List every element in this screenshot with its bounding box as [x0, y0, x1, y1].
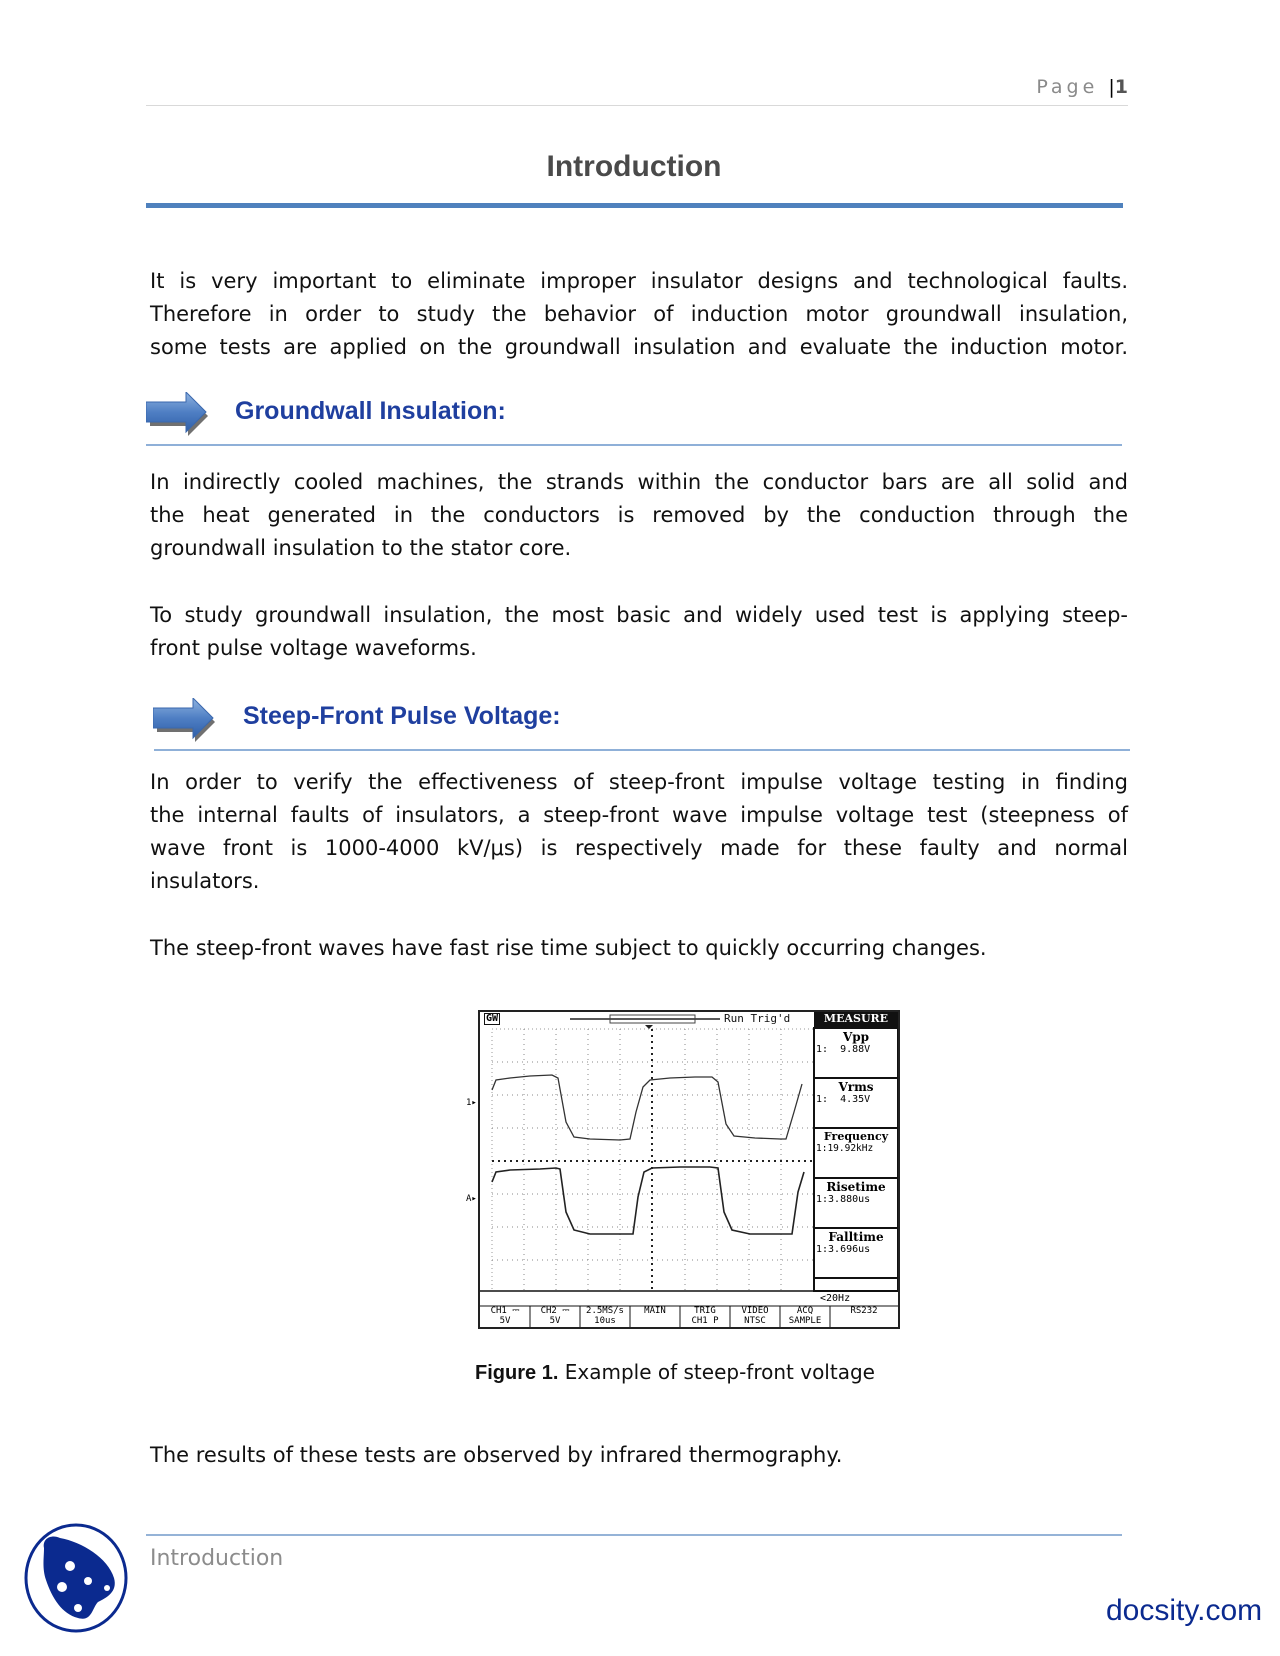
- measurement-name: Falltime: [828, 1230, 884, 1244]
- page-number-header: [1000, 76, 1128, 98]
- status-cell-ch2: [530, 1306, 580, 1327]
- status-cell-rs232: [830, 1306, 898, 1327]
- measurement-value: 1:19.92kHz: [816, 1143, 874, 1154]
- page-title: Introduction: [546, 150, 722, 183]
- closing-paragraph: The results of these tests are observed by infrared thermography.: [150, 1443, 843, 1467]
- measurement-falltime: [816, 1230, 896, 1280]
- footer-divider: [146, 1534, 1122, 1536]
- measurement-frequency: [816, 1130, 896, 1180]
- ch1-marker: 1▸: [466, 1098, 477, 1108]
- text-line: insulators.: [150, 869, 260, 893]
- page-separator: |: [1108, 76, 1115, 98]
- text-line: The steep-front waves have fast rise time subject to quickly occurring changes.: [150, 936, 987, 960]
- section-divider: [146, 444, 1122, 446]
- status-top: ACQ: [796, 1306, 814, 1316]
- status-top: RS232: [850, 1306, 878, 1316]
- measure-menu-title: MEASURE: [823, 1012, 889, 1025]
- section-paragraph: [150, 932, 1128, 965]
- text-line: It is very important to eliminate improper insulator designs and technological faults.: [150, 269, 1128, 293]
- header-divider: [146, 105, 1128, 106]
- text-line: front pulse voltage waveforms.: [150, 636, 477, 660]
- status-top: VIDEO: [741, 1306, 769, 1316]
- measurement-vrms: [816, 1080, 896, 1130]
- measurement-list: [816, 1030, 896, 1280]
- figure-caption: [440, 1360, 910, 1385]
- status-cell-trig: [680, 1306, 730, 1327]
- scope-status-bar: [480, 1306, 898, 1327]
- status-cell-ch1: [480, 1306, 530, 1327]
- scope-status: Run Trig'd: [724, 1012, 791, 1025]
- measurement-name: Frequency: [823, 1130, 889, 1143]
- text-line: In indirectly cooled machines, the strands within the conductor bars are all solid and: [150, 470, 1128, 494]
- cha-marker: A▸: [466, 1194, 477, 1204]
- status-cell-acq: [780, 1306, 830, 1327]
- measurement-name: Risetime: [826, 1180, 886, 1194]
- arrow-right-icon: [146, 392, 210, 436]
- measurement-name: Vpp: [842, 1030, 870, 1044]
- docsity-logo-icon: [22, 1518, 132, 1638]
- status-top: 2.5MS/s: [586, 1306, 624, 1316]
- docsity-brand-link[interactable]: docsity.com: [1106, 1594, 1263, 1627]
- status-bottom: 10us: [594, 1316, 616, 1326]
- arrow-right-icon: [153, 698, 217, 742]
- status-bottom: SAMPLE: [788, 1316, 822, 1326]
- status-bottom: CH1 P: [691, 1316, 719, 1326]
- freq-note: <20Hz: [820, 1293, 851, 1304]
- section-paragraph: [150, 766, 1128, 898]
- status-bottom: NTSC: [744, 1316, 766, 1326]
- measurement-risetime: [816, 1180, 896, 1230]
- text-line: some tests are applied on the groundwall insulation and evaluate the induction motor.: [150, 335, 1128, 359]
- measurement-vpp: [816, 1030, 896, 1080]
- section-paragraph: [150, 599, 1128, 665]
- text-line: the internal faults of insulators, a steep-front wave impulse voltage test (steepness of: [150, 803, 1128, 827]
- page-number: 1: [1114, 76, 1128, 98]
- page-label: Page: [1036, 76, 1099, 98]
- scope-brand: GW: [486, 1013, 499, 1024]
- status-cell-video: [730, 1306, 780, 1327]
- status-top: CH2 ⎓: [540, 1306, 570, 1316]
- text-line: In order to verify the effectiveness of steep-front impulse voltage testing in finding: [150, 770, 1128, 794]
- status-cell-main: [630, 1306, 680, 1327]
- status-cell-timebase: [580, 1306, 630, 1327]
- intro-paragraph: [150, 265, 1128, 364]
- title-underline: [146, 203, 1123, 208]
- caption-label: Figure 1.: [475, 1362, 559, 1384]
- measurement-value: 1:3.696us: [816, 1244, 871, 1255]
- oscilloscope-screenshot: [466, 1010, 900, 1329]
- footer-section-name: Introduction: [150, 1546, 284, 1571]
- status-bottom: 5V: [499, 1316, 511, 1326]
- text-line: the heat generated in the conductors is removed by the conduction through the: [150, 503, 1128, 527]
- status-bottom: 5V: [549, 1316, 561, 1326]
- section-paragraph: [150, 466, 1128, 565]
- section-heading-steep-front: Steep-Front Pulse Voltage:: [243, 702, 561, 730]
- status-top: MAIN: [644, 1306, 666, 1316]
- text-line: groundwall insulation to the stator core.: [150, 536, 572, 560]
- status-top: CH1 ⎓: [490, 1306, 520, 1316]
- text-line: wave front is 1000-4000 kV/μs) is respectively made for these faulty and normal: [150, 836, 1128, 860]
- status-top: TRIG: [694, 1306, 716, 1316]
- measurement-name: Vrms: [838, 1080, 874, 1094]
- section-divider: [154, 749, 1130, 751]
- text-line: Therefore in order to study the behavior of induction motor groundwall insulation,: [150, 302, 1128, 326]
- measurement-value: 1: 9.88V: [816, 1044, 871, 1055]
- measurement-value: 1: 4.35V: [816, 1094, 871, 1105]
- measurement-value: 1:3.880us: [816, 1194, 871, 1205]
- caption-text: Example of steep-front voltage: [564, 1360, 875, 1384]
- text-line: To study groundwall insulation, the most basic and widely used test is applying steep-: [150, 603, 1128, 627]
- section-heading-groundwall: Groundwall Insulation:: [235, 397, 506, 425]
